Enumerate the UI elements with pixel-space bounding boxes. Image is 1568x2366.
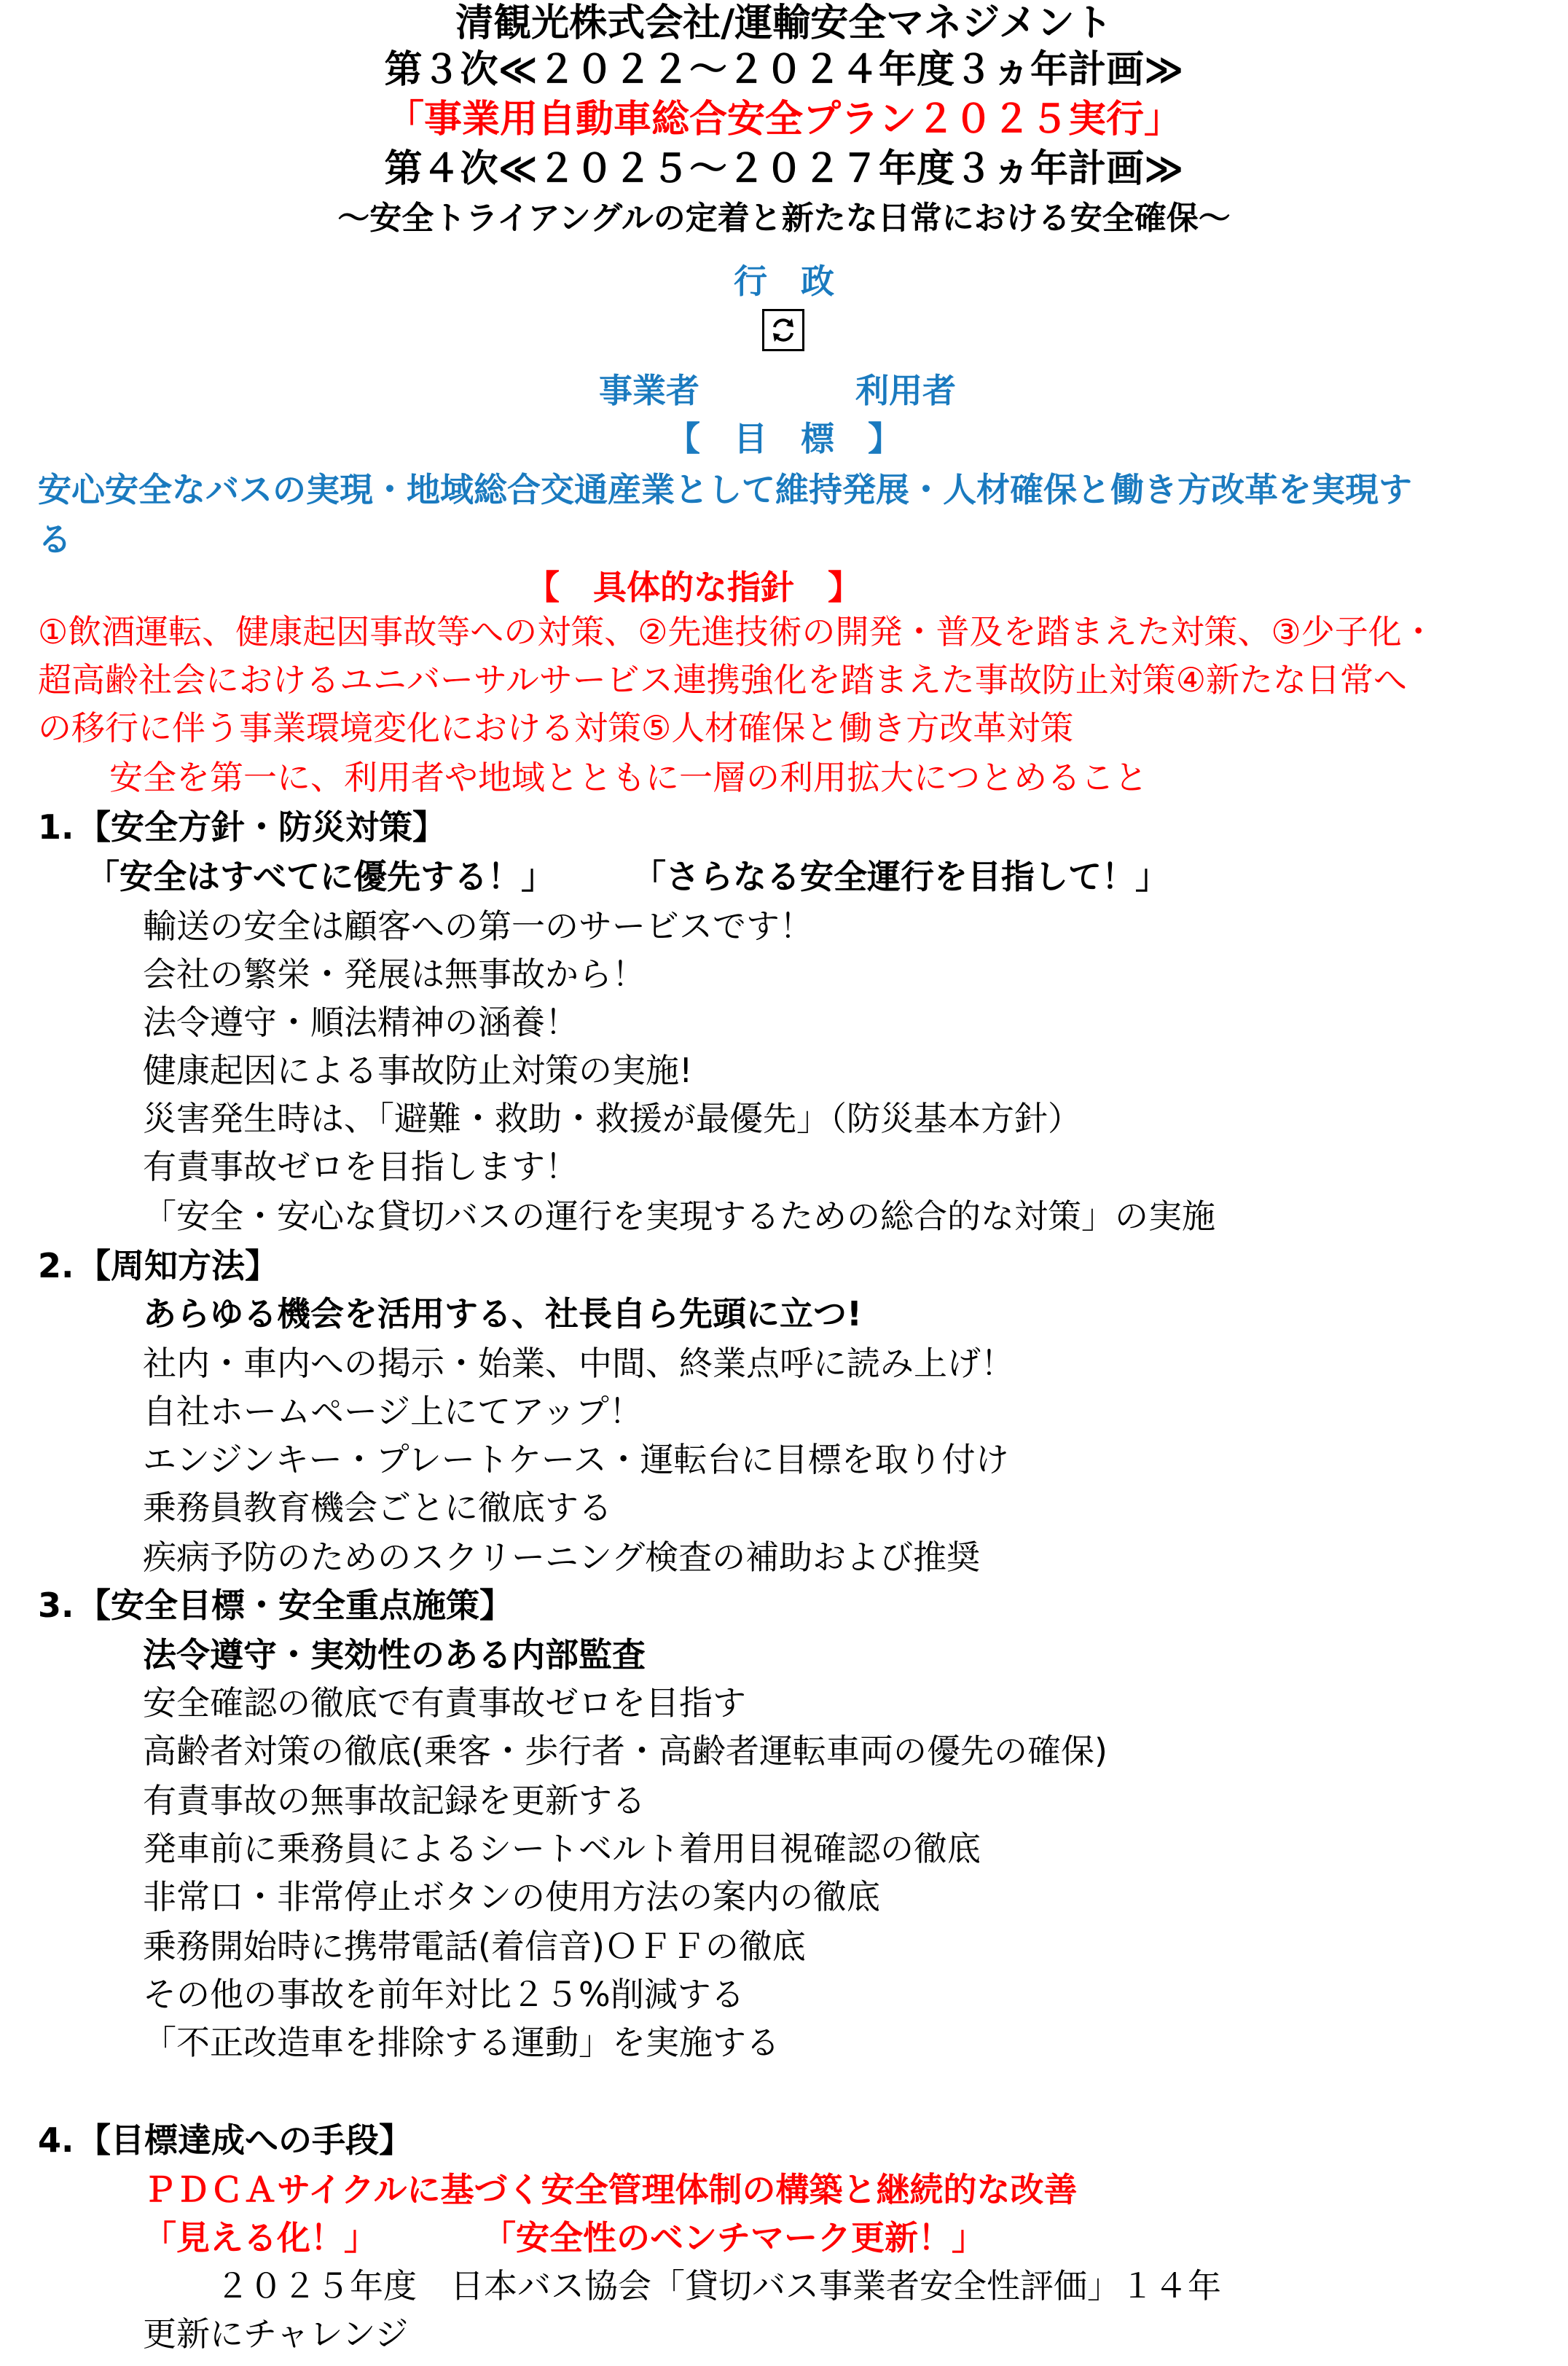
- section3-item: 安全確認の徹底で有責事故ゼロを目指す: [143, 1683, 746, 1723]
- goal-text-line1: 安心安全なバスの実現・地域総合交通産業として維持発展・人材確保と働き方改革を実現す: [38, 470, 1412, 509]
- guideline-line4: 安全を第一に、利用者や地域とともに一層の利用拡大につとめること: [109, 758, 1148, 797]
- section4-number: 4.: [38, 2120, 74, 2160]
- section4-lead: ＰＤＣＡサイクルに基づく安全管理体制の構築と継続的な改善: [143, 2170, 1078, 2209]
- triangle-top-label: 行 政: [734, 262, 834, 301]
- section2-item: 自社ホームページ上にてアップ！: [143, 1392, 643, 1431]
- triangle-user-label: 利用者: [855, 371, 956, 410]
- section1-number: 1.: [38, 807, 74, 847]
- section1-slogan2: 「さらなる安全運行を目指して！」: [632, 857, 1169, 896]
- section2-lead: あらゆる機会を活用する、社長自ら先頭に立つ!: [143, 1294, 862, 1333]
- goal-heading: 【 目 標 】: [667, 419, 901, 458]
- section1-item: 有責事故ゼロを目指します！: [143, 1147, 579, 1186]
- guideline-line2: 超高齢社会におけるユニバーサルサービス連携強化を踏まえた事故防止対策④新たな日常へ: [38, 660, 1407, 700]
- section3-lead: 法令遵守・実効性のある内部監査: [143, 1635, 646, 1674]
- section1-item: 健康起因による事故防止対策の実施!: [143, 1051, 693, 1090]
- safety-plan-2025-title: 「事業用自動車総合安全プラン２０２５実行」: [385, 98, 1182, 141]
- section2-item: 乗務員教育機会ごとに徹底する: [143, 1488, 612, 1527]
- triangle-business-label: 事業者: [599, 371, 699, 410]
- section4-text-line1: ２０２５年度 日本バス協会「貸切バス事業者安全性評価」１４年: [216, 2266, 1221, 2306]
- section3-item: 有責事故の無事故記録を更新する: [143, 1781, 646, 1820]
- guideline-heading: 【 具体的な指針 】: [526, 568, 861, 607]
- subtitle: ～安全トライアングルの定着と新たな日常における安全確保～: [337, 200, 1231, 237]
- section2-item: 疾病予防のためのスクリーニング検査の補助および推奨: [143, 1537, 981, 1577]
- plan-4th-title: 第４次≪２０２５～２０２７年度３ヵ年計画≫: [384, 147, 1184, 191]
- section4-slogan1: 「見える化！」: [143, 2218, 377, 2257]
- section2-item: エンジンキー・プレートケース・運転台に目標を取り付け: [143, 1440, 1009, 1479]
- section3-item: 発車前に乗務員によるシートベルト着用目視確認の徹底: [143, 1829, 981, 1868]
- section4-slogan2: 「安全性のベンチマーク更新！」: [482, 2218, 985, 2257]
- section1-item: 災害発生時は、「避難・救助・救援が最優先」（防災基本方針）: [143, 1099, 1081, 1138]
- section3-item: 高齢者対策の徹底(乗客・歩行者・高齢者運転車両の優先の確保): [143, 1731, 1108, 1771]
- refresh-cycle-icon: [762, 309, 804, 351]
- section1-slogan1: 「安全はすべてに優先する！」: [86, 857, 555, 896]
- section3-title: 【安全目標・安全重点施策】: [77, 1586, 513, 1625]
- section2-title: 【周知方法】: [77, 1246, 278, 1285]
- goal-text-line2: る: [38, 520, 71, 559]
- company-title: 清観光株式会社/運輸安全マネジメント: [455, 1, 1113, 45]
- section1-item: 「安全・安心な貸切バスの運行を実現するための総合的な対策」の実施: [143, 1196, 1215, 1236]
- guideline-line1: ①飲酒運転、健康起因事故等への対策、②先進技術の開発・普及を踏まえた対策、③少子化・: [38, 612, 1435, 651]
- plan-3rd-title: 第３次≪２０２２～２０２４年度３ヵ年計画≫: [384, 48, 1184, 92]
- section2-number: 2.: [38, 1246, 74, 1285]
- section1-item: 輸送の安全は顧客への第一のサービスです！: [143, 906, 813, 946]
- section4-title: 【目標達成への手段】: [77, 2120, 412, 2160]
- section1-item: 会社の繁栄・発展は無事故から！: [143, 955, 646, 994]
- guideline-line3: の移行に伴う事業環境変化における対策⑤人材確保と働き方改革対策: [38, 708, 1074, 748]
- section1-title: 【安全方針・防災対策】: [77, 807, 446, 847]
- section3-number: 3.: [38, 1586, 74, 1625]
- section2-item: 社内・車内への掲示・始業、中間、終業点呼に読み上げ！: [143, 1344, 1014, 1383]
- section4-text-line2: 更新にチャレンジ: [143, 2314, 409, 2354]
- section1-item: 法令遵守・順法精神の涵養！: [143, 1003, 579, 1042]
- section3-item: 乗務開始時に携帯電話(着信音)ＯＦＦの徹底: [143, 1927, 806, 1966]
- section3-item: 非常口・非常停止ボタンの使用方法の案内の徹底: [143, 1877, 880, 1916]
- section3-item: その他の事故を前年対比２５%削減する: [143, 1975, 745, 2014]
- section3-item: 「不正改造車を排除する運動」を実施する: [143, 2023, 780, 2062]
